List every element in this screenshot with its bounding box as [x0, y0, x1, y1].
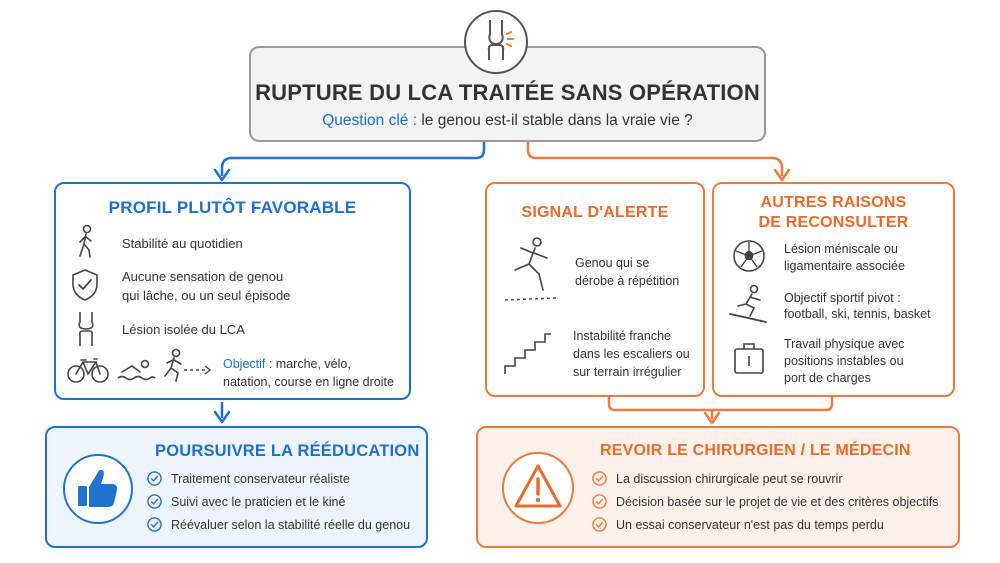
bicycle-icon — [66, 356, 110, 384]
key-question-label: Question clé : — [322, 112, 418, 129]
alert-item-1-line2: dérobe à répétition — [575, 274, 680, 288]
check-icon — [147, 494, 162, 509]
skier-icon — [726, 284, 770, 324]
continue-item-1-text: Traitement conservateur réaliste — [171, 471, 350, 486]
check-icon — [592, 471, 607, 486]
page-title: RUPTURE DU LCA TRAITÉE SANS OPÉRATION — [255, 80, 760, 105]
favorable-objective-line1 — [223, 356, 351, 373]
other-item-3-line2: positions instables ou — [784, 354, 904, 368]
knee-joint-icon — [72, 310, 100, 348]
continue-title: POURSUIVRE LA RÉÉDUCATION — [155, 442, 420, 460]
favorable-item-2-line1: Aucune sensation de genou — [122, 269, 284, 284]
favorable-profile-panel — [54, 182, 411, 400]
other-item-2-line2: football, ski, tennis, basket — [784, 307, 931, 321]
favorable-objective-line2: natation, course en ligne droite — [223, 375, 394, 389]
soccer-ball-icon — [732, 239, 766, 273]
surgeon-item-1 — [592, 471, 843, 486]
objective-label: Objectif — [223, 357, 266, 371]
knee-logo-icon — [464, 10, 528, 74]
surgeon-item-1-text: La discussion chirurgicale peut se rouvrir — [616, 471, 843, 486]
continue-rehab-panel — [45, 426, 428, 548]
other-item-3-line3: port de charges — [784, 371, 871, 385]
alert-item-2-line3: sur terrain irrégulier — [573, 365, 682, 379]
other-item-1-line2: ligamentaire associée — [784, 259, 905, 273]
favorable-item-1: Stabilité au quotidien — [122, 236, 243, 251]
check-icon — [147, 471, 162, 486]
key-question — [251, 112, 764, 130]
alert-item-2-line2: dans les escaliers ou — [573, 347, 690, 361]
other-title-line1: AUTRES RAISONS — [760, 194, 907, 211]
swimmer-icon — [116, 358, 156, 384]
check-icon — [592, 494, 607, 509]
walking-person-icon — [72, 224, 100, 260]
see-surgeon-panel — [476, 426, 960, 548]
surgeon-title: REVOIR LE CHIRURGIEN / LE MÉDECIN — [600, 442, 911, 459]
shield-check-icon — [70, 268, 100, 302]
surgeon-item-2 — [592, 494, 938, 509]
surgeon-item-3 — [592, 517, 884, 532]
other-reasons-panel — [712, 182, 955, 397]
alert-title: SIGNAL D'ALERTE — [521, 204, 669, 221]
thumbs-up-icon — [61, 452, 135, 526]
favorable-item-2-line2: qui lâche, ou un seul épisode — [122, 288, 291, 303]
other-item-3-line1: Travail physique avec — [784, 337, 905, 351]
favorable-item-3: Lésion isolée du LCA — [122, 322, 245, 337]
continue-item-3-text: Réévaluer selon la stabilité réelle du genou — [171, 517, 411, 532]
surgeon-item-3-text: Un essai conservateur n'est pas du temps perdu — [616, 517, 884, 532]
other-item-2-line1: Objectif sportif pivot : — [784, 291, 901, 305]
warning-triangle-icon — [500, 450, 576, 526]
runner-icon — [160, 348, 216, 384]
check-icon — [592, 517, 607, 532]
surgeon-item-2-text: Décision basée sur le projet de vie et des critères objectifs — [616, 494, 939, 509]
continue-item-1 — [147, 471, 350, 486]
favorable-title: PROFIL PLUTÔT FAVORABLE — [108, 198, 357, 217]
check-icon — [147, 517, 162, 532]
other-item-1-line1: Lésion méniscale ou — [784, 242, 898, 256]
falling-person-icon — [499, 234, 561, 304]
key-question-text: le genou est-il stable dans la vraie vie ? — [417, 112, 693, 129]
toolbox-icon — [732, 340, 766, 376]
continue-item-2-text: Suivi avec le praticien et le kiné — [171, 494, 346, 509]
alert-item-2-line1: Instabilité franche — [573, 329, 671, 343]
continue-item-2 — [147, 494, 345, 509]
objective-text-1: : marche, vélo, — [265, 357, 351, 371]
continue-item-3 — [147, 517, 410, 532]
other-title-line2: DE RECONSULTER — [758, 214, 909, 231]
alert-item-1-line1: Genou qui se — [575, 256, 650, 270]
stairs-icon — [503, 324, 553, 376]
alert-signal-panel — [485, 182, 705, 397]
